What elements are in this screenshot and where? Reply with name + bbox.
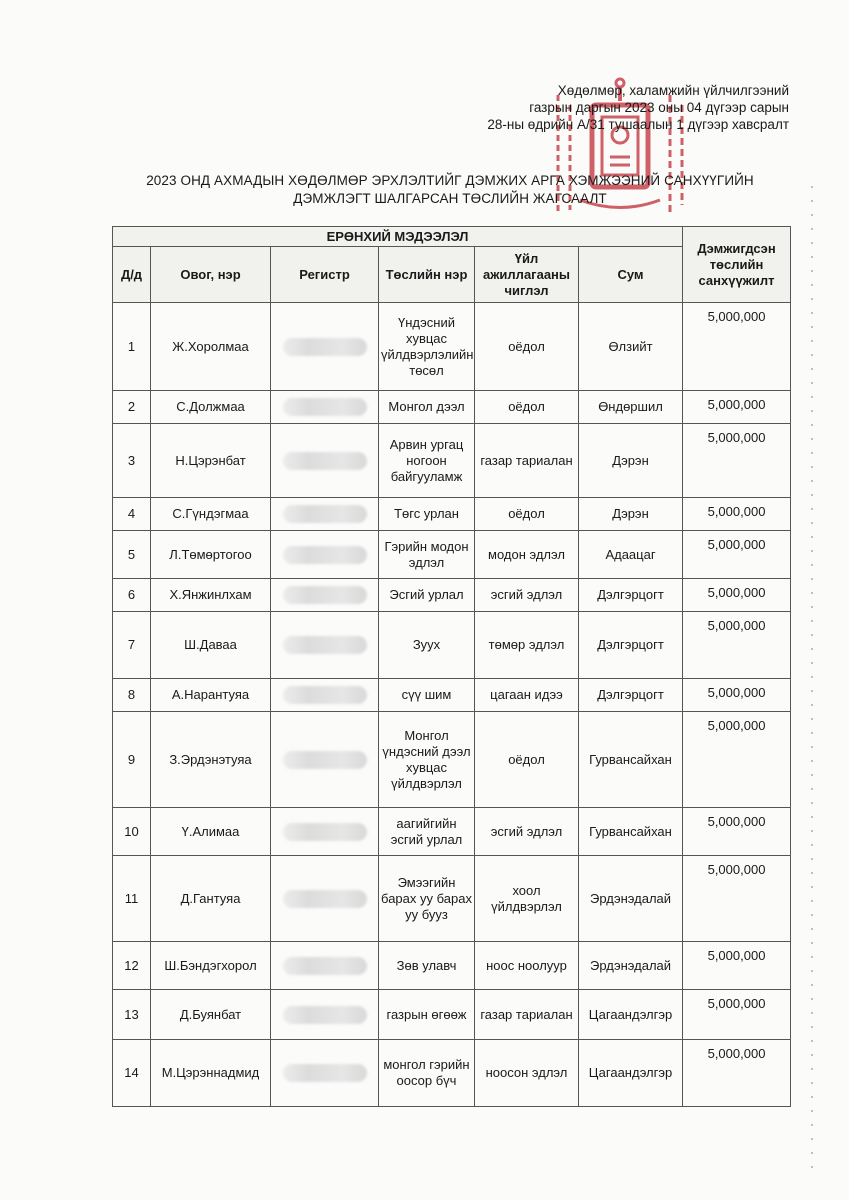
cell-funding: 5,000,000 [683,942,791,990]
cell-name: А.Нарантуяа [151,679,271,712]
cell-funding: 5,000,000 [683,990,791,1040]
cell-sum: Гурвансайхан [579,712,683,808]
cell-register [271,612,379,679]
cell-sum: Дэлгэрцогт [579,579,683,612]
cell-activity: эсгий эдлэл [475,808,579,856]
cell-sum: Гурвансайхан [579,808,683,856]
group-header: ЕРӨНХИЙ МЭДЭЭЛЭЛ [113,227,683,247]
cell-funding: 5,000,000 [683,856,791,942]
cell-activity: эсгий эдлэл [475,579,579,612]
table-row [113,498,791,531]
cell-name: З.Эрдэнэтуяа [151,712,271,808]
redacted-register [283,823,367,841]
cell-funding: 5,000,000 [683,712,791,808]
cell-name: М.Цэрэннадмид [151,1040,271,1107]
cell-no: 13 [113,990,151,1040]
scan-edge-dots [811,180,813,1180]
cell-sum: Дэлгэрцогт [579,679,683,712]
cell-name: Ш.Бэндэгхорол [151,942,271,990]
redacted-register [283,586,367,604]
table-row [113,679,791,712]
cell-activity: газар тариалан [475,424,579,498]
table-row [113,579,791,612]
cell-name: Д.Буянбат [151,990,271,1040]
attachment-note [429,82,789,133]
cell-name: С.Гүндэгмаа [151,498,271,531]
cell-project: сүү шим [379,679,475,712]
cell-activity: модон эдлэл [475,531,579,579]
cell-register [271,531,379,579]
cell-register [271,391,379,424]
cell-register [271,498,379,531]
cell-no: 6 [113,579,151,612]
attachment-note-line-3: 28-ны өдрийн А/31 тушаалын 1 дүгээр хавсралт [487,117,789,132]
redacted-register [283,505,367,523]
cell-project: газрын өгөөж [379,990,475,1040]
cell-register [271,424,379,498]
table-row [113,391,791,424]
cell-activity: оёдол [475,303,579,391]
cell-no: 14 [113,1040,151,1107]
cell-activity: цагаан идээ [475,679,579,712]
col-header-project: Төслийн нэр [379,247,475,303]
table-row [113,712,791,808]
redacted-register [283,1064,367,1082]
redacted-register [283,751,367,769]
cell-activity: оёдол [475,498,579,531]
cell-sum: Дэрэн [579,424,683,498]
projects-table [112,226,791,1107]
cell-name: Л.Төмөртогоо [151,531,271,579]
cell-register [271,808,379,856]
table-row [113,303,791,391]
cell-register [271,856,379,942]
cell-sum: Дэрэн [579,498,683,531]
cell-no: 1 [113,303,151,391]
table-row [113,424,791,498]
cell-sum: Өлзийт [579,303,683,391]
table-row [113,808,791,856]
cell-no: 8 [113,679,151,712]
cell-no: 10 [113,808,151,856]
cell-register [271,303,379,391]
cell-sum: Дэлгэрцогт [579,612,683,679]
cell-project: Монгол дээл [379,391,475,424]
redacted-register [283,398,367,416]
cell-project: Гэрийн модон эдлэл [379,531,475,579]
cell-project: Зуух [379,612,475,679]
cell-no: 3 [113,424,151,498]
cell-funding: 5,000,000 [683,579,791,612]
cell-funding: 5,000,000 [683,303,791,391]
redacted-register [283,636,367,654]
col-header-activity: Үйл ажиллагааны чиглэл [475,247,579,303]
redacted-register [283,452,367,470]
col-header-sum: Сум [579,247,683,303]
cell-funding: 5,000,000 [683,424,791,498]
cell-name: Х.Янжинлхам [151,579,271,612]
cell-register [271,942,379,990]
cell-activity: хоол үйлдвэрлэл [475,856,579,942]
cell-sum: Цагаандэлгэр [579,1040,683,1107]
table-row [113,1040,791,1107]
table-body [113,303,791,1107]
cell-activity: ноосон эдлэл [475,1040,579,1107]
redacted-register [283,957,367,975]
table-row [113,942,791,990]
cell-activity: оёдол [475,391,579,424]
attachment-note-line-1: Хөдөлмөр, халамжийн үйлчилгээний [557,83,789,98]
cell-no: 5 [113,531,151,579]
cell-register [271,712,379,808]
cell-no: 11 [113,856,151,942]
cell-sum: Адаацаг [579,531,683,579]
col-header-register: Регистр [271,247,379,303]
cell-no: 7 [113,612,151,679]
table-row [113,990,791,1040]
cell-funding: 5,000,000 [683,808,791,856]
cell-sum: Эрдэнэдалай [579,942,683,990]
cell-activity: төмөр эдлэл [475,612,579,679]
cell-funding: 5,000,000 [683,531,791,579]
cell-activity: оёдол [475,712,579,808]
cell-project: Эсгий урлал [379,579,475,612]
cell-no: 2 [113,391,151,424]
col-header-name: Овог, нэр [151,247,271,303]
cell-project: Төгс урлан [379,498,475,531]
redacted-register [283,686,367,704]
table-row [113,531,791,579]
document-title-line-1: 2023 ОНД АХМАДЫН ХӨДӨЛМӨР ЭРХЛЭЛТИЙГ ДЭМЖИХ АРГА ХЭМЖЭЭНИЙ САНХҮҮГИЙН [146,173,754,188]
cell-project: монгол гэрийн оосор бүч [379,1040,475,1107]
cell-funding: 5,000,000 [683,1040,791,1107]
cell-project: аагийгийн эсгий урлал [379,808,475,856]
cell-activity: газар тариалан [475,990,579,1040]
cell-project: Үндэсний хувцас үйлдвэрлэлийн төсөл [379,303,475,391]
redacted-register [283,338,367,356]
cell-register [271,1040,379,1107]
cell-name: Ш.Даваа [151,612,271,679]
cell-no: 4 [113,498,151,531]
cell-sum: Эрдэнэдалай [579,856,683,942]
attachment-note-line-2: газрын даргын 2023 оны 04 дүгээр сарын [529,100,789,115]
cell-funding: 5,000,000 [683,612,791,679]
redacted-register [283,546,367,564]
cell-name: С.Должмаа [151,391,271,424]
cell-funding: 5,000,000 [683,498,791,531]
cell-project: Монгол үндэсний дээл хувцас үйлдвэрлэл [379,712,475,808]
cell-project: Эмээгийн барах уу барах уу бууз [379,856,475,942]
cell-no: 9 [113,712,151,808]
cell-project: Зөв улавч [379,942,475,990]
col-header-no: Д/д [113,247,151,303]
document-title-line-2: ДЭМЖЛЭГТ ШАЛГАРСАН ТӨСЛИЙН ЖАГСААЛТ [293,191,607,206]
cell-sum: Өндөршил [579,391,683,424]
cell-funding: 5,000,000 [683,679,791,712]
cell-sum: Цагаандэлгэр [579,990,683,1040]
cell-no: 12 [113,942,151,990]
cell-register [271,990,379,1040]
redacted-register [283,1006,367,1024]
cell-project: Арвин ургац ногоон байгууламж [379,424,475,498]
cell-register [271,579,379,612]
cell-register [271,679,379,712]
cell-activity: ноос ноолуур [475,942,579,990]
redacted-register [283,890,367,908]
col-header-funding: Дэмжигдсэн төслийн санхүүжилт [683,227,791,303]
cell-name: Ж.Хоролмаа [151,303,271,391]
cell-name: Д.Гантуяа [151,856,271,942]
document-title [120,172,780,208]
table-row [113,612,791,679]
cell-name: Н.Цэрэнбат [151,424,271,498]
cell-name: Ү.Алимаа [151,808,271,856]
cell-funding: 5,000,000 [683,391,791,424]
table-row [113,856,791,942]
